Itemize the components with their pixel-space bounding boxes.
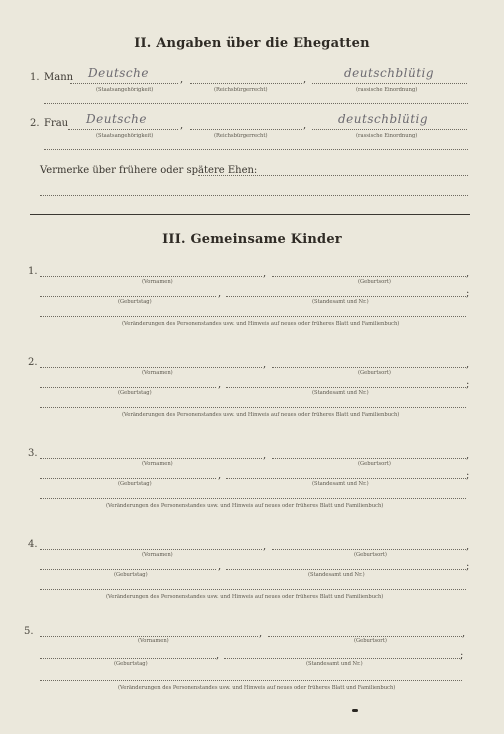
child-3-caption-geburtsort: (Geburtsort)	[358, 461, 391, 467]
child-5-veraenderungen-line[interactable]	[40, 680, 462, 681]
child-2-caption-standesamt: (Standesamt und Nr.)	[312, 390, 369, 396]
child-2-standesamt-line[interactable]	[226, 387, 466, 388]
child-4-standesamt-line[interactable]	[226, 569, 466, 570]
child-3-vornamen-line[interactable]	[40, 458, 262, 459]
child-2-geburtsort-line[interactable]	[272, 367, 466, 368]
child-2-vornamen-line[interactable]	[40, 367, 262, 368]
child-2-geburtstag-line[interactable]	[40, 387, 216, 388]
child-5-geburtstag-line[interactable]	[40, 658, 216, 659]
caption-rassische-einordnung: (rassische Einordnung)	[356, 87, 418, 93]
child-5-number: 5.	[24, 626, 34, 637]
child-5-standesamt-line[interactable]	[224, 658, 462, 659]
frau-staatsangehoerigkeit-line[interactable]	[68, 129, 178, 130]
frau-staatsangehoerigkeit-value: Deutsche	[86, 112, 147, 126]
child-4-caption-veraenderungen: (Veränderungen des Personenstandes usw. und Hinweis auf neues oder früheres Blatt und Familienbuch)	[106, 594, 384, 600]
child-4-geburtsort-line[interactable]	[272, 549, 466, 550]
caption-rassische-einordnung-2: (rassische Einordnung)	[356, 133, 418, 139]
frau-rassische-einordnung-line[interactable]	[312, 129, 467, 130]
child-1-number: 1.	[28, 266, 38, 277]
frau-rassische-einordnung-value: deutschblütig	[338, 112, 429, 126]
row-2-number: 2.	[30, 118, 40, 129]
child-2-caption-veraenderungen: (Veränderungen des Personenstandes usw. und Hinweis auf neues oder früheres Blatt und Familienbuch)	[122, 412, 400, 418]
child-3-geburtsort-line[interactable]	[272, 458, 466, 459]
child-5-geburtsort-line[interactable]	[268, 636, 462, 637]
ink-mark	[352, 709, 358, 712]
remarks-line-2[interactable]	[40, 195, 468, 196]
child-5-caption-geburtstag: (Geburtstag)	[114, 661, 148, 667]
child-5-caption-geburtsort: (Geburtsort)	[354, 638, 387, 644]
mann-staatsangehoerigkeit-value: Deutsche	[88, 66, 149, 80]
frau-continuation-line[interactable]	[44, 149, 468, 150]
child-1-geburtstag-line[interactable]	[40, 296, 216, 297]
mann-staatsangehoerigkeit-line[interactable]	[70, 83, 178, 84]
child-4-caption-vornamen: (Vornamen)	[142, 552, 173, 558]
child-4-caption-geburtsort: (Geburtsort)	[354, 552, 387, 558]
child-5-vornamen-line[interactable]	[40, 636, 258, 637]
child-1-caption-geburtsort: (Geburtsort)	[358, 279, 391, 285]
child-3-caption-standesamt: (Standesamt und Nr.)	[312, 481, 369, 487]
child-1-caption-geburtstag: (Geburtstag)	[118, 299, 152, 305]
section-divider	[30, 214, 470, 215]
caption-staatsangehoerigkeit: (Staatsangehörigkeit)	[96, 87, 154, 93]
mann-rassische-einordnung-value: deutschblütig	[344, 66, 435, 80]
row-1-label: Mann	[44, 72, 74, 83]
child-4-veraenderungen-line[interactable]	[40, 589, 466, 590]
child-2-caption-geburtstag: (Geburtstag)	[118, 390, 152, 396]
child-2-veraenderungen-line[interactable]	[40, 407, 466, 408]
caption-staatsangehoerigkeit-2: (Staatsangehörigkeit)	[96, 133, 154, 139]
child-5-caption-veraenderungen: (Veränderungen des Personenstandes usw. und Hinweis auf neues oder früheres Blatt und Familienbuch)	[118, 685, 396, 691]
row-2-label: Frau	[44, 118, 69, 129]
mann-reichsbuergerrecht-line[interactable]	[190, 83, 302, 84]
section-2-title: II. Angaben über die Ehegatten	[134, 36, 370, 51]
child-2-caption-geburtsort: (Geburtsort)	[358, 370, 391, 376]
form-page: II. Angaben über die Ehegatten 1. Mann Deutsche , , deutschblütig (Staatsangehörigkeit) (Reichsbürgerrecht) (rassische Einordnung) 2. Frau Deutsche , , deutschblütig (Staatsangehörigkeit) (Reichsbürgerrecht) (rassische Einordnung) Vermerke über frühere oder spätere Ehen: III. Gemeinsame Kinder 1. , , (Vornamen) (Geburtsort) , ; (Geburtstag) (Standesamt und Nr.) (Veränderungen des Personenstandes usw. und Hinweis auf neues oder früheres Blatt und Familienbuch) 2. , , (Vornamen) (Geburtsort) , ; (Geburtstag) (Standesamt und Nr.) (Veränderungen des Personenstandes usw. und Hinweis auf neues oder früheres Blatt und Familienbuch) 3. , , (Vornamen) (Geburtsort) , ; (Geburtstag) (Standesamt und Nr.) (Veränderungen des Personenstandes usw. und Hinweis auf neues oder früheres Blatt und Familienbuch) 4. , , (Vornamen) (Geburtsort) , ; (Geburtstag) (Standesamt und Nr.) (Veränderungen des Personenstandes usw. und Hinweis auf neues oder früheres Blatt und Familienbuch) 5. , , (Vornamen) (Geburtsort) , ; (Geburtstag) (Standesamt und Nr.) (Veränderungen des Personenstandes usw. und Hinweis auf neues oder früheres Blatt und Familienbuch)	[0, 0, 504, 734]
child-4-vornamen-line[interactable]	[40, 549, 262, 550]
section-3-title: III. Gemeinsame Kinder	[162, 232, 342, 247]
mann-rassische-einordnung-line[interactable]	[312, 83, 467, 84]
child-3-veraenderungen-line[interactable]	[40, 498, 466, 499]
child-3-geburtstag-line[interactable]	[40, 478, 216, 479]
child-1-geburtsort-line[interactable]	[272, 276, 466, 277]
child-3-caption-geburtstag: (Geburtstag)	[118, 481, 152, 487]
child-3-caption-veraenderungen: (Veränderungen des Personenstandes usw. und Hinweis auf neues oder früheres Blatt und Familienbuch)	[106, 503, 384, 509]
child-3-caption-vornamen: (Vornamen)	[142, 461, 173, 467]
child-5-caption-vornamen: (Vornamen)	[138, 638, 169, 644]
remarks-line-1[interactable]	[198, 175, 468, 176]
mann-continuation-line[interactable]	[44, 103, 468, 104]
caption-reichsbuergerrecht: (Reichsbürgerrecht)	[214, 87, 268, 93]
child-5-caption-standesamt: (Standesamt und Nr.)	[306, 661, 363, 667]
row-1-number: 1.	[30, 72, 40, 83]
child-1-caption-standesamt: (Standesamt und Nr.)	[312, 299, 369, 305]
child-3-number: 3.	[28, 448, 38, 459]
child-4-caption-standesamt: (Standesamt und Nr.)	[308, 572, 365, 578]
child-1-caption-veraenderungen: (Veränderungen des Personenstandes usw. und Hinweis auf neues oder früheres Blatt und Familienbuch)	[122, 321, 400, 327]
remarks-label: Vermerke über frühere oder spätere Ehen:	[40, 165, 258, 176]
child-1-caption-vornamen: (Vornamen)	[142, 279, 173, 285]
child-4-number: 4.	[28, 539, 38, 550]
child-2-number: 2.	[28, 357, 38, 368]
caption-reichsbuergerrecht-2: (Reichsbürgerrecht)	[214, 133, 268, 139]
child-2-caption-vornamen: (Vornamen)	[142, 370, 173, 376]
child-1-standesamt-line[interactable]	[226, 296, 466, 297]
child-3-standesamt-line[interactable]	[226, 478, 466, 479]
child-1-vornamen-line[interactable]	[40, 276, 262, 277]
child-4-geburtstag-line[interactable]	[40, 569, 216, 570]
child-1-veraenderungen-line[interactable]	[40, 316, 466, 317]
child-4-caption-geburtstag: (Geburtstag)	[114, 572, 148, 578]
frau-reichsbuergerrecht-line[interactable]	[190, 129, 302, 130]
